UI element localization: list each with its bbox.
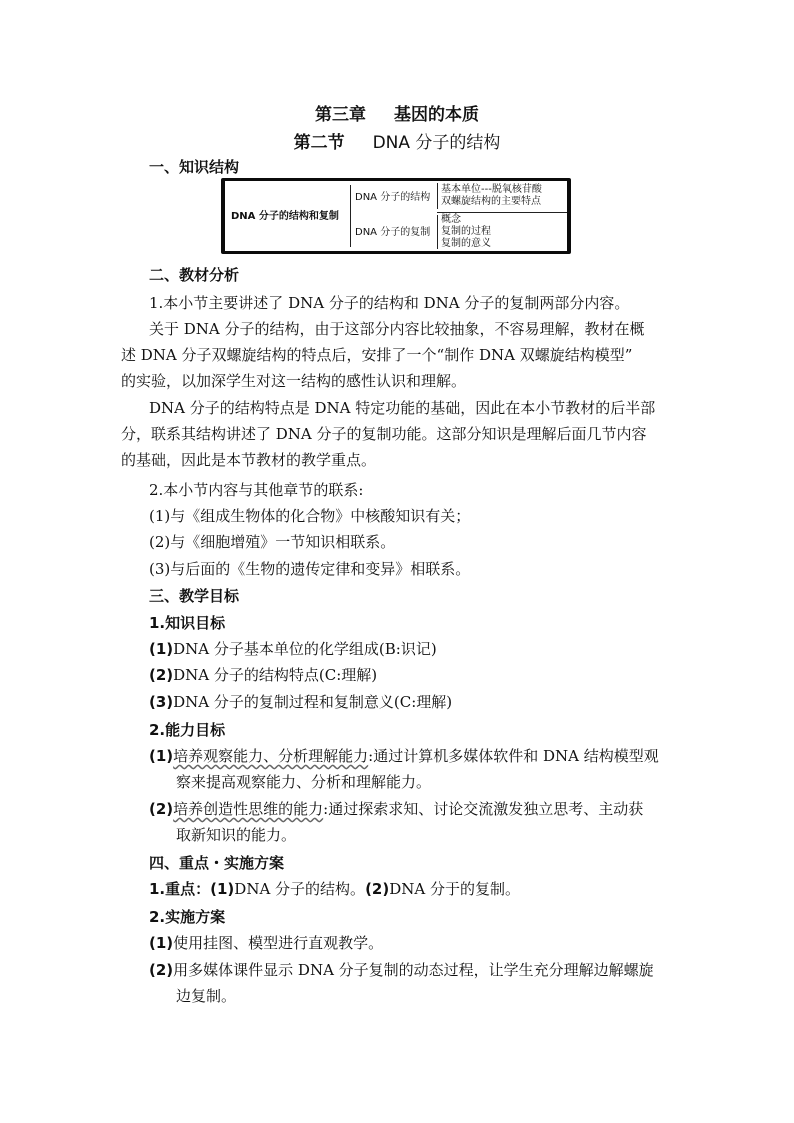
chapter-number: 第三章 xyxy=(315,105,366,125)
analysis-paragraph-3-line-2: 分，联系其结构讲述了 DNA 分子的复制功能。这部分知识是理解后面几节内容 xyxy=(121,425,647,443)
heading-knowledge-structure: 一、知识结构 xyxy=(149,158,240,176)
ks-leaf-process: 复制的过程 xyxy=(441,226,491,237)
knowledge-goal-1: (1)DNA 分子基本单位的化学组成(B:识记) xyxy=(149,640,437,658)
knowledge-goals-title: 1.知识目标 xyxy=(149,614,226,632)
ks-branch-structure: DNA 分子的结构 xyxy=(355,192,431,203)
implementation-plan-title: 2.实施方案 xyxy=(149,908,226,926)
knowledge-goal-2: (2)DNA 分子的结构特点(C:理解) xyxy=(149,666,378,684)
section-name: DNA 分子的结构 xyxy=(372,133,501,153)
plan-item-2-line-1: (2)用多媒体课件显示 DNA 分子复制的动态过程，让学生充分理解边解螺旋 xyxy=(149,961,654,979)
section-number: 第二节 xyxy=(293,133,345,153)
analysis-relation-1: (1)与《组成生物体的化合物》中核酸知识有关； xyxy=(149,507,471,525)
analysis-relation-heading: 2.本小节内容与其他章节的联系: xyxy=(149,481,364,499)
plan-item-1: (1)使用挂图、模型进行直观教学。 xyxy=(149,934,384,952)
analysis-paragraph-1: 1.本小节主要讲述了 DNA 分子的结构和 DNA 分子的复制两部分内容。 xyxy=(149,294,630,312)
ks-branch-replication: DNA 分子的复制 xyxy=(355,227,431,238)
heading-key-points-plan: 四、重点・实施方案 xyxy=(149,854,285,872)
analysis-relation-2: (2)与《细胞增殖》一节知识相联系。 xyxy=(149,533,396,551)
key-points-line: 1.重点：(1)DNA 分子的结构。(2)DNA 分于的复制。 xyxy=(149,880,520,898)
analysis-paragraph-3-line-1: DNA 分子的结构特点是 DNA 特定功能的基础，因此在本小节教材的后半部 xyxy=(149,399,656,417)
analysis-paragraph-2-line-3: 的实验，以加深学生对这一结构的感性认识和理解。 xyxy=(121,372,467,390)
plan-item-2-line-2: 边复制。 xyxy=(176,987,237,1005)
ks-leaf-significance: 复制的意义 xyxy=(441,238,491,249)
chapter-title xyxy=(0,100,794,125)
knowledge-goal-3: (3)DNA 分子的复制过程和复制意义(C:理解) xyxy=(149,693,453,711)
ks-root: DNA 分子的结构和复制 xyxy=(231,211,339,222)
knowledge-structure-diagram xyxy=(221,178,571,254)
ks-brace-root xyxy=(350,185,354,247)
analysis-paragraph-2-line-1: 关于 DNA 分子的结构，由于这部分内容比较抽象，不容易理解，教材在概 xyxy=(149,320,645,338)
analysis-relation-3: (3)与后面的《生物的遗传定律和变异》相联系。 xyxy=(149,560,471,578)
chapter-name: 基因的本质 xyxy=(394,105,479,125)
heading-teaching-goals: 三、教学目标 xyxy=(149,587,240,605)
analysis-paragraph-3-line-3: 的基础，因此是本节教材的教学重点。 xyxy=(121,451,377,469)
ks-divider xyxy=(437,212,567,213)
ability-goals-title: 2.能力目标 xyxy=(149,721,226,739)
ability-goal-1-line-2: 察来提高观察能力、分析和理解能力。 xyxy=(176,773,432,791)
analysis-paragraph-2-line-2: 述 DNA 分子双螺旋结构的特点后，安排了一个“制作 DNA 双螺旋结构模型” xyxy=(121,346,633,364)
heading-material-analysis: 二、教材分析 xyxy=(149,266,240,284)
ks-leaf-concept: 概念 xyxy=(441,214,461,225)
ks-leaf-helix: 双螺旋结构的主要特点 xyxy=(441,196,541,207)
ability-goal-1-line-1: (1)培养观察能力、分析理解能力:通过计算机多媒体软件和 DNA 结构模型观 xyxy=(149,747,659,765)
section-title xyxy=(0,128,794,153)
ks-leaf-unit: 基本单位---脱氧核苷酸 xyxy=(441,184,542,195)
ability-goal-2-line-2: 取新知识的能力。 xyxy=(176,826,297,844)
ability-goal-2-line-1: (2)培养创造性思维的能力:通过探索求知、讨论交流激发独立思考、主动获 xyxy=(149,800,644,818)
knowledge-structure-inner xyxy=(225,181,567,251)
